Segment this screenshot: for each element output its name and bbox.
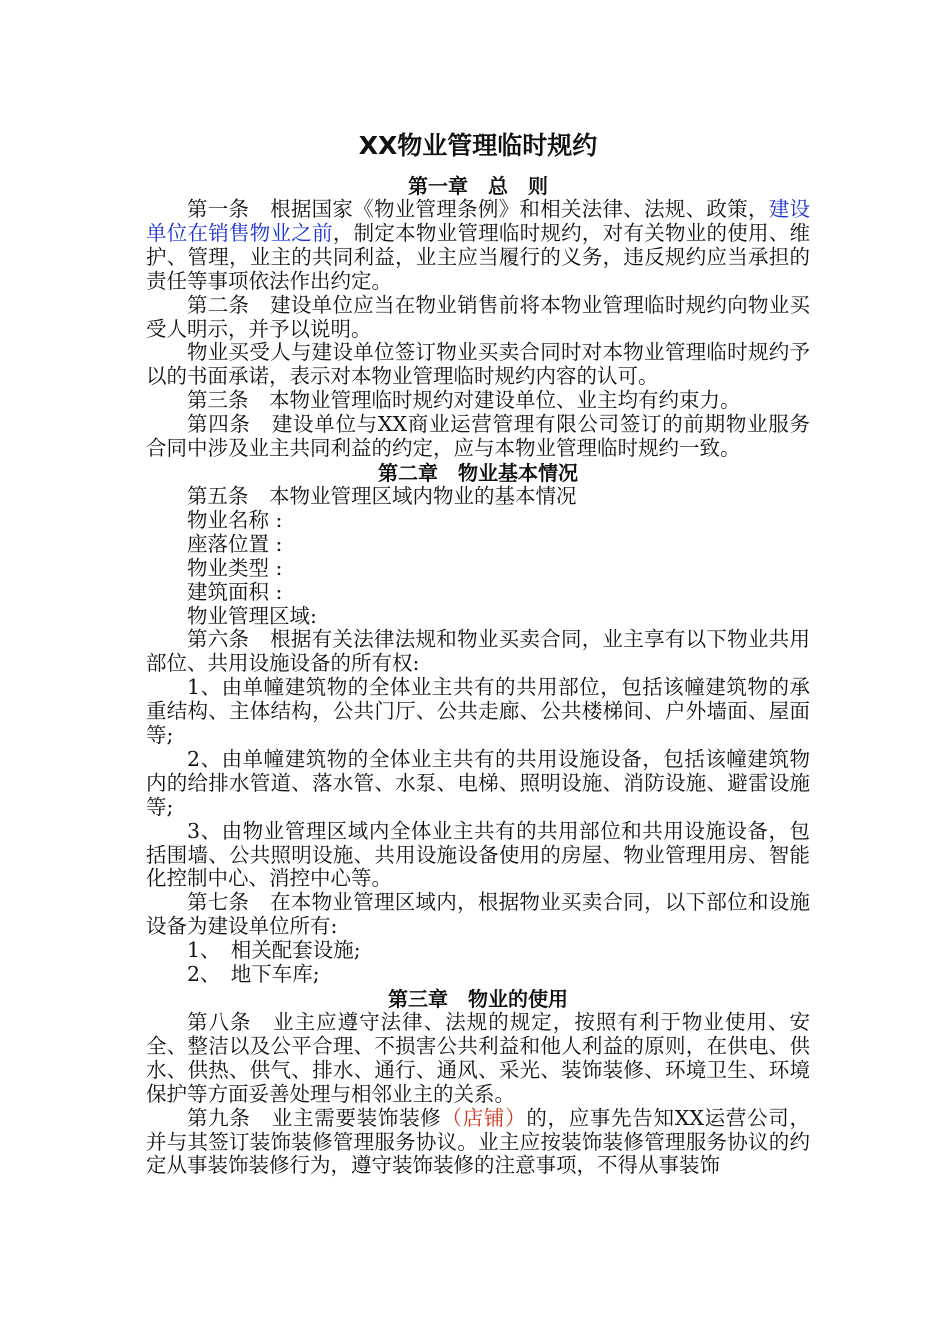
article-9-text-a: 第九条 业主需要装饰装修 [187,1105,442,1130]
article-9-text-b: 的，应事先告知XX运营公司，并与其签订装饰装修管理服务协议。业主应按装饰装修管理服务协议的约定从事装饰装修行为，遵守装饰装修的注意事项，不得从事装饰 [146,1105,810,1178]
article-5: 第五条 本物业管理区域内物业的基本情况 [187,483,577,508]
chapter-1-heading: 第一章 总 则 [408,174,548,198]
article-7-item-2: 2、 地下车库; [187,962,320,987]
article-1-text-b: ，制定本物业管理临时规约，对有关物业的使用、维护、管理，业主的共同利益，业主应当履行的义务，违反规约应当承担的责任等事项依法作出约定。 [146,220,811,293]
article-6-item-2: 2、由单幢建筑物的全体业主共有的共用设施设备，包括该幢建筑物内的给排水管道、落水管、水泵、电梯、照明设施、消防设施、避雷设施等; [146,746,810,819]
chapter-2-heading: 第二章 物业基本情况 [378,460,578,485]
article-8: 第八条 业主应遵守法律、法规的规定，按照有利于物业使用、安全、整洁以及公平合理、不损害公共利益和他人利益的原则，在供电、供水、供热、供气、排水、通行、通风、采光、装饰装修、环境卫生、环境保护等方面妥善处理与相邻业主的关系。 [146,1010,810,1106]
article-3: 第三条 本物业管理临时规约对建设单位、业主均有约束力。 [187,388,741,413]
article-9-highlight: （店铺） [441,1105,527,1130]
field-location: 座落位置 : [187,531,283,556]
field-property-type: 物业类型 : [187,555,283,580]
article-1-text-a: 第一条 根据国家《物业管理条例》和相关法律、法规、政策， [187,197,769,221]
article-6-item-3: 3、由物业管理区域内全体业主共有的共用部位和共用设施设备，包括围墙、公共照明设施、共用设施设备使用的房屋、物业管理用房、智能化控制中心、消控中心等。 [146,818,810,891]
field-management-area: 物业管理区域: [187,603,317,628]
article-1 [146,198,810,294]
article-1-highlight: 建设单位在销售物业之前 [146,197,811,245]
article-9 [146,1107,810,1179]
article-2: 第二条 建设单位应当在物业销售前将本物业管理临时规约向物业买受人明示，并予以说明。 [146,292,810,341]
article-2-paragraph-2: 物业买受人与建设单位签订物业买卖合同时对本物业管理临时规约予以的书面承诺，表示对本物业管理临时规约内容的认可。 [146,340,810,389]
article-6-item-1: 1、由单幢建筑物的全体业主共有的共用部位，包括该幢建筑物的承重结构、主体结构，公共门厅、公共走廊、公共楼梯间、户外墙面、屋面等; [146,675,810,748]
field-floor-area: 建筑面积 : [187,579,283,604]
chapter-3-heading: 第三章 物业的使用 [388,987,568,1011]
document-page [146,128,810,1178]
field-property-name: 物业名称 : [187,507,283,532]
article-4: 第四条 建设单位与XX商业运营管理有限公司签订的前期物业服务合同中涉及业主共同利益的约定，应与本物业管理临时规约一致。 [146,412,810,461]
article-7-item-1: 1、 相关配套设施; [187,938,361,963]
article-7: 第七条 在本物业管理区域内，根据物业买卖合同，以下部位和设施设备为建设单位所有: [146,890,810,939]
article-6: 第六条 根据有关法律法规和物业买卖合同，业主享有以下物业共用部位、共用设施设备的所有权: [146,627,810,676]
document-title: XX物业管理临时规约 [358,131,598,160]
